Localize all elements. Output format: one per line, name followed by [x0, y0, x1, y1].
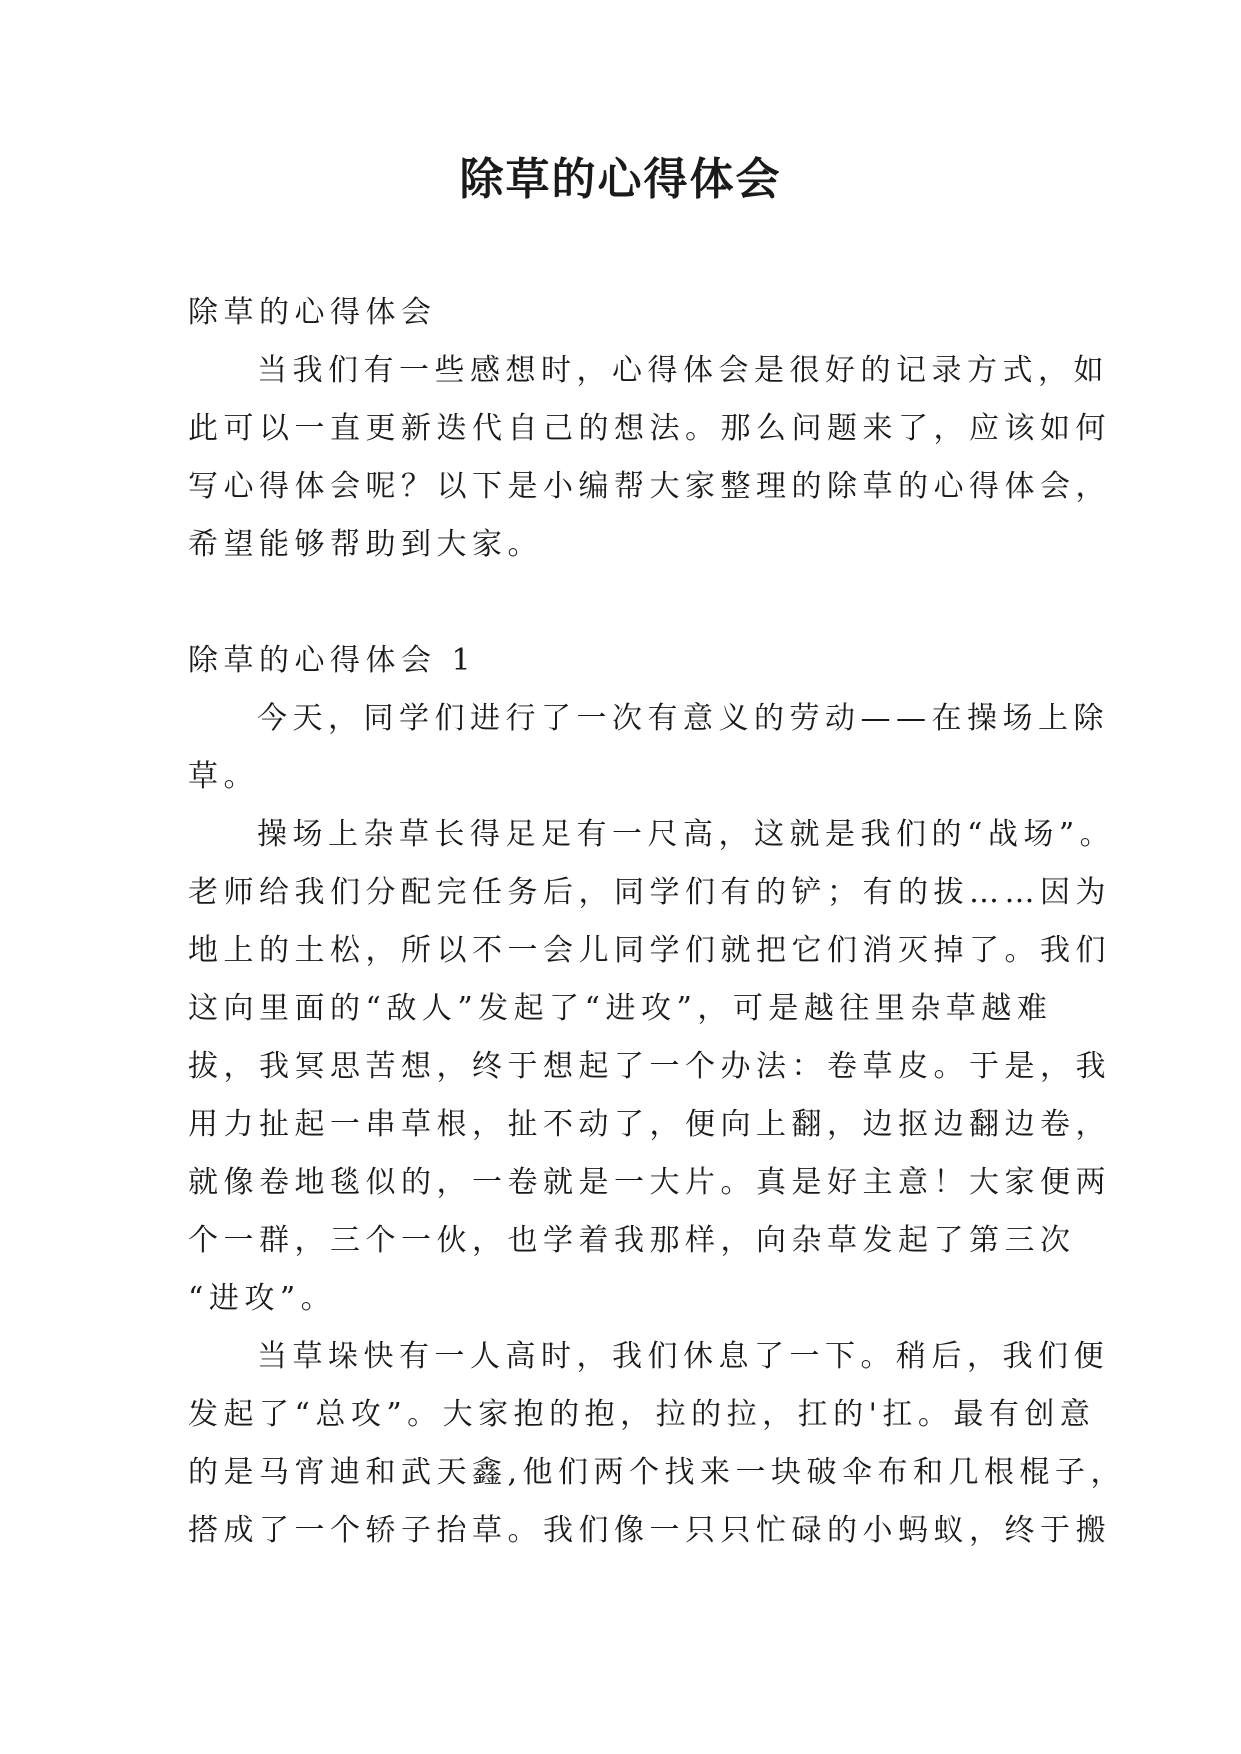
text-line: 用力扯起一串草根，扯不动了，便向上翻，边抠边翻边卷， [188, 1107, 1111, 1142]
text-line: 搭成了一个轿子抬草。我们像一只只忙碌的小蚂蚁，终于搬 [188, 1513, 1111, 1548]
text-line: 今天，同学们进行了一次有意义的劳动——在操场上除 [257, 701, 1109, 736]
text-line: 操场上杂草长得足足有一尺高，这就是我们的“战场”。 [257, 817, 1116, 852]
text-line: 当草垛快有一人高时，我们休息了一下。稍后，我们便 [257, 1339, 1109, 1374]
text-line: 的是马宵迪和武天鑫,他们两个找来一块破伞布和几根棍子， [188, 1455, 1127, 1490]
text-line: 个一群，三个一伙，也学着我那样，向杂草发起了第三次 [188, 1223, 1076, 1258]
blank-line [188, 574, 1068, 632]
text-line: 草。 [188, 759, 259, 794]
document-title: 除草的心得体会 [459, 154, 782, 205]
text-line: 老师给我们分配完任务后，同学们有的铲；有的拔……因为 [188, 875, 1111, 910]
text-line: 发起了“总攻”。大家抱的抱，拉的拉，扛的'扛。最有创意 [188, 1397, 1096, 1432]
text-line: 拔，我冥思苦想，终于想起了一个办法：卷草皮。于是，我 [188, 1049, 1111, 1084]
text-line: 当我们有一些感想时，心得体会是很好的记录方式，如 [257, 353, 1109, 388]
document-body [188, 284, 1127, 1560]
text-line: 此可以一直更新迭代自己的想法。那么问题来了，应该如何 [188, 411, 1111, 446]
text-line: “进攻”。 [188, 1281, 337, 1316]
text-line: 除草的心得体会 [188, 295, 437, 330]
text-line: 地上的土松，所以不一会儿同学们就把它们消灭掉了。我们 [188, 933, 1111, 968]
text-line: 这向里面的“敌人”发起了“进攻”，可是越往里杂草越难 [188, 991, 1053, 1026]
text-line: 希望能够帮助到大家。 [188, 527, 543, 562]
text-line: 就像卷地毯似的，一卷就是一大片。真是好主意！大家便两 [188, 1165, 1111, 1200]
text-line: 除草的心得体会 1 [188, 643, 477, 678]
text-line: 写心得体会呢？以下是小编帮大家整理的除草的心得体会， [188, 469, 1111, 504]
